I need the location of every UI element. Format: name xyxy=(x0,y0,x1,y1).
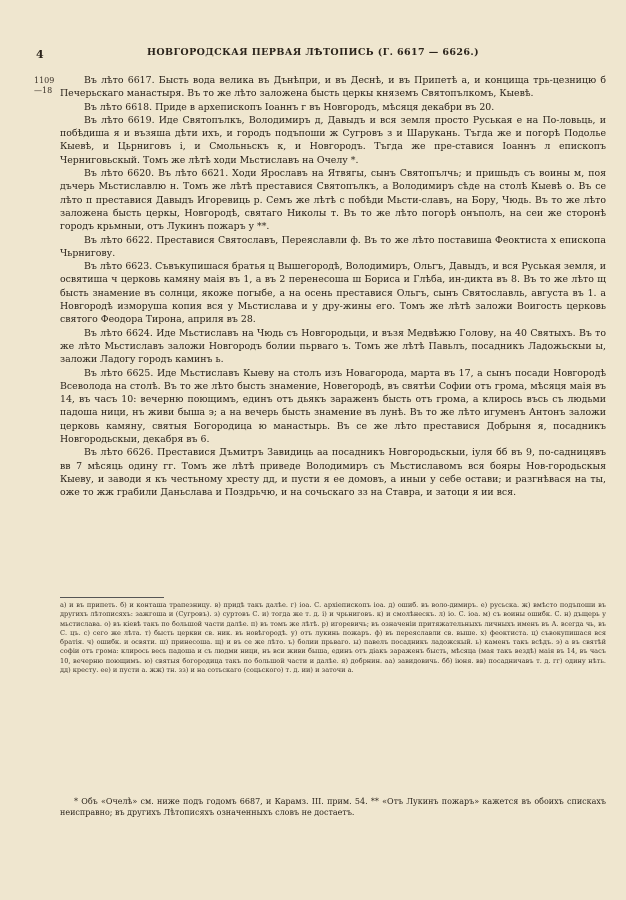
footnotes xyxy=(60,797,606,818)
chronicle-entry: Въ лѣто 6619. Иде Святопълкъ, Володимиръ д, Давыдъ и вся земля просто Руськая е на По-ловьць, и побѣдиша я и възяша дѣти ихъ, и городъ подъпоши ж Сугровъ з и Шарукань. Тъгда же и погорѣ Подолье Кыевѣ, и Цьрниговъ і, и Смольньскъ к, и Новгородъ. Тъгда же пре-ставися Іоаннъ л епископъ Черниговьскый. Томъ же лѣтѣ ходи Мьстиславъ на Очелу *. xyxy=(60,114,606,166)
chronicle-text xyxy=(60,74,606,500)
variant-notes xyxy=(60,601,606,676)
variant-note: а) и въ припеть. б) и конташа трапезницу. в) придѣ такъ далѣе. г) іоа. С. архіепископъ іоа. д) ошиб. въ воло-димиръ. е) русьска. ж) вмѣсто подъпоши въ другихъ лѣтописяхъ: зажгоша и (Сугровъ). з) суртовъ С. и) тогда же т. д. і) и чрьниговъ. к) и смолѣнескъ. л) іо. С. іоа. м) съ воины ошибк. С. н) дъщерь у мьстислава. о) въ кіевѣ такъ по большой части далѣе. п) въ томъ же лѣтѣ. р) игоревичь; въ означеніи притяжательныхъ личныхъ именъ въ А. всегда чь, въ С. цъ. с) сего же лѣта. т) бысть церкви св. ник. въ новѣгородѣ. у) отъ лукинь пожаръ. ф) въ переяславли св. выше. х) феоктиста. ц) съвокупишася вся братія. ч) ошибк. и освяти. ш) принесоша. щ) и въ се же лѣто. ъ) болии прьваго. ы) павелъ посадникъ ладожскый. ь) каменъ такъ всѣдъ. э) а въ святѣй софіи отъ грома: клирось весь падоша и съ людми ници, нъ вси живи быша, единъ отъ дiакъ зараженъ бысть, мѣсяца (мая такъ вездѣ) маія въ 14, въ часъ 10, вечерню поющимъ. ю) святыя богородица такъ по большой части и далѣе. я) добрнин. аа) завидовичь. бб) іюня. вв) посадничавъ т. д. гг) одину нѣть. дд) кресту. ее) и пусти а. жж) тн. зз) и на сотьскаго (соцьского) т. д. ии) и заточи а. xyxy=(60,601,606,675)
chronicle-entry: Въ лѣто 6623. Съвъкупишася братья ц Вышегородѣ, Володимиръ, Ольгъ, Давыдъ, и вся Руськая земля, и освятиша ч церковь камяну маія въ 1, а въ 2 перенесоша ш Бориса и Глѣба, ин-дикта въ 8. Въ то же лѣто щ бысть знамение въ солнци, якоже погыбе, а на осень преставися Ольгъ, сынъ Святославль, августа въ 1. а Новгородѣ изморуша копия вся у Мьстислава и у дру-жины его. Томъ же лѣтѣ заложи Воигость церковь святого Феодора Тирона, априля въ 28. xyxy=(60,261,606,326)
chronicle-entry: Въ лѣто 6618. Приде в архепископъ Іоаннъ г въ Новгородъ, мѣсяця декабри въ 20. xyxy=(84,101,495,113)
margin-year-range xyxy=(34,76,54,96)
chronicle-entry: Въ лѣто 6622. Преставися Святославъ, Переяславли ф. Въ то же лѣто поставиша Феоктиста х епископа Чьрнигову. xyxy=(60,234,606,259)
margin-year-start: 1109 xyxy=(34,76,55,85)
chronicle-entry: Въ лѣто 6620. Въ лѣто 6621. Ходи Ярославъ на Ятвягы, сынъ Святопълчь; и пришьдъ съ воины м, поя дъчерь Мьстиславлю н. Томъ же лѣтѣ преставися Святопълкъ, а Володимиръ сѣде на столѣ Кыевѣ о. Въ се лѣто п преставися Давыдъ Игоревиць р. Семъ же лѣтѣ с побѣди Мьсти-славъ, на Бору, Чюдь. Въ то же лѣто заложена бысть церкы, Новгородѣ, святаго Николы т. Въ то же лѣто погорѣ онъполъ, на сеи же сторонѣ городъ крьмныи, отъ Лукинъ пожаръ у **. xyxy=(60,168,606,233)
chronicle-entry: Въ лѣто 6626. Преставися Дъмитръ Завидиць аа посадникъ Новгородьскыи, іуля бб въ 9, по-садницявъ вв 7 мѣсяць одину гг. Томъ же лѣтѣ приведе Володимиръ съ Мьстиславомъ вся бояры Нов-городьскыя Кыеву, и заводи я къ честьному хресту дд, и пусти я ее домовъ, а иныи у себе остави; и разгнѣвася на ты, оже то жж грабили Даньслава и Поздрьчю, и на сочьскаго зз на Ставра, и затоци я ии вся. xyxy=(60,447,606,499)
page-number: 4 xyxy=(36,48,44,61)
margin-year-end: —18 xyxy=(34,86,53,95)
running-title: НОВГОРОДСКАЯ ПЕРВАЯ ЛѢТОПИСЬ (Г. 6617 — 6626.) xyxy=(146,47,480,58)
chronicle-entry: Въ лѣто 6624. Иде Мьстиславъ на Чюдь съ Новгородьци, и възя Медвѣжю Голову, на 40 Святыхъ. Въ то же лѣто Мьстиславъ заложи Новгородъ болии пьрваго ъ. Томъ же лѣтѣ Павьлъ, посадникъ Ладожьскыи ы, заложи Ладогу городъ каминъ ь. xyxy=(60,327,606,366)
footnote: * Объ «Очелѣ» см. ниже подъ годомъ 6687, и Карамз. III. прим. 54. ** «Отъ Лукинъ пожаръ» кажется въ обоихъ спискахъ неисправно; въ другихъ Лѣтописяхъ означенныхъ словъ не достаетъ. xyxy=(60,797,606,817)
chronicle-entry: Въ лѣто 6617. Бысть вода велика въ Дънѣпри, и въ Деснѣ, и въ Припетѣ а, и концища трь-цезницю б Печерьскаго манастыря. Въ то же лѣто заложена бысть церкы княземъ Святопълкомъ, Кыевѣ. xyxy=(60,75,606,100)
chronicle-entry: Въ лѣто 6625. Иде Мьстиславъ Кыеву на столъ изъ Новагорода, марта въ 17, а сынъ посади Новгородѣ Всеволода на столѣ. Въ то же лѣто бысть знамение, Новегородѣ, въ святѣи Софии отъ грома, мѣсяця маія въ 14, въ часъ 10: вечерню поющимъ, единъ отъ дьякъ зараженъ бысть отъ грома, а клирось въсь съ людьми падоша ници, нъ живи быша э; а на вечерь бысть знамение въ лунѣ. Въ то же лѣто игуменъ Антонъ заложи церковь камяну, святыя Богородица ю манастырь. Въ се же лѣто преставися Добрыня я, посадникъ Новгородьскыи, декабря въ 6. xyxy=(60,367,606,446)
notes-divider xyxy=(60,597,164,598)
